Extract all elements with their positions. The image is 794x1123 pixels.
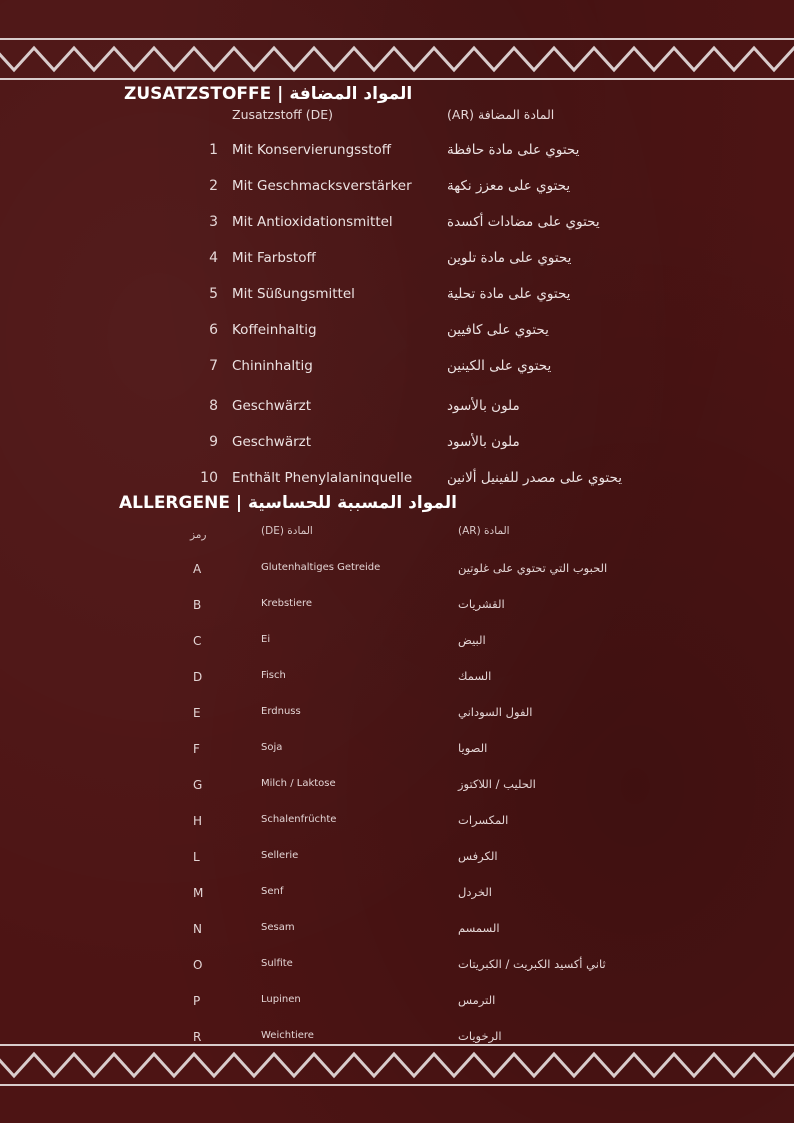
additive-name-de: Mit Antioxidationsmittel bbox=[232, 214, 393, 230]
additive-name-ar: يحتوي على مضادات أكسدة bbox=[447, 214, 600, 230]
allergen-name-ar: القشريات bbox=[458, 597, 505, 611]
bottom-zigzag-border bbox=[0, 1040, 794, 1090]
additive-name-de: Enthält Phenylalaninquelle bbox=[232, 470, 413, 486]
allergen-name-ar: البيض bbox=[458, 633, 486, 647]
allergen-name-de: Senf bbox=[261, 886, 284, 897]
additive-name-de: Mit Süßungsmittel bbox=[232, 286, 355, 302]
allergen-name-ar: الصويا bbox=[458, 741, 488, 755]
additive-name-de: Chininhaltig bbox=[232, 358, 313, 374]
allergen-code: O bbox=[193, 958, 203, 972]
additive-name-de: Mit Farbstoff bbox=[232, 250, 316, 266]
allergen-name-de: Glutenhaltiges Getreide bbox=[261, 562, 381, 573]
additive-name-ar: يحتوي على معزز نكهة bbox=[447, 178, 571, 194]
allergen-code: D bbox=[193, 670, 203, 684]
allergen-name-ar: الخردل bbox=[458, 885, 492, 899]
allergen-code: C bbox=[193, 634, 202, 648]
additive-name-ar: يحتوي على مصدر للفينيل ألانين bbox=[447, 470, 622, 486]
additive-name-ar: يحتوي على كافيين bbox=[447, 322, 549, 338]
additive-name-ar: يحتوي على مادة حافظة bbox=[447, 142, 580, 158]
additive-name-de: Geschwärzt bbox=[232, 398, 312, 414]
allergen-name-ar: الرخويات bbox=[458, 1029, 502, 1043]
additive-number: 5 bbox=[209, 286, 218, 302]
allergen-name-de: Sellerie bbox=[261, 850, 299, 861]
allergen-code: F bbox=[193, 742, 200, 756]
allergen-header-code: رمز bbox=[190, 529, 207, 541]
allergen-code: G bbox=[193, 778, 203, 792]
allergen-name-de: Lupinen bbox=[261, 994, 301, 1005]
allergen-name-de: Ei bbox=[261, 634, 271, 645]
additive-name-de: Geschwärzt bbox=[232, 434, 312, 450]
additive-number: 7 bbox=[209, 358, 218, 374]
allergen-name-ar: الحليب / اللاكتوز bbox=[458, 777, 536, 791]
top-zigzag-border bbox=[0, 34, 794, 84]
allergen-code: P bbox=[193, 994, 201, 1008]
allergen-name-ar: السمسم bbox=[458, 921, 500, 935]
additive-header-ar: المادة المضافة (AR) bbox=[447, 107, 555, 122]
allergen-name-de: Milch / Laktose bbox=[261, 778, 336, 789]
additive-number: 4 bbox=[209, 250, 218, 266]
additive-name-de: Mit Geschmacksverstärker bbox=[232, 178, 412, 194]
allergens-title: ALLERGENE | المواد المسببة للحساسية bbox=[119, 493, 457, 513]
additive-name-ar: يحتوي على مادة تحلية bbox=[447, 286, 571, 302]
allergen-name-de: Soja bbox=[261, 742, 283, 753]
additive-name-ar: يحتوي على مادة تلوين bbox=[447, 250, 572, 266]
allergen-name-de: Schalenfrüchte bbox=[261, 814, 337, 825]
allergen-code: L bbox=[193, 850, 200, 864]
additive-number: 10 bbox=[200, 470, 218, 486]
allergen-name-de: Fisch bbox=[261, 670, 286, 681]
additive-name-ar: يحتوي على الكينين bbox=[447, 358, 552, 374]
allergen-name-ar: الفول السوداني bbox=[458, 705, 533, 719]
additive-name-ar: ملون بالأسود bbox=[447, 434, 520, 450]
additive-number: 9 bbox=[209, 434, 218, 450]
allergen-name-ar: الكرفس bbox=[458, 849, 498, 863]
additive-number: 2 bbox=[209, 178, 218, 194]
allergen-header-ar: المادة (AR) bbox=[458, 525, 510, 537]
allergen-header-de: المادة (DE) bbox=[261, 525, 313, 537]
additive-name-ar: ملون بالأسود bbox=[447, 398, 520, 414]
allergen-name-de: Erdnuss bbox=[261, 706, 301, 717]
allergen-name-de: Weichtiere bbox=[261, 1030, 314, 1041]
allergen-code: N bbox=[193, 922, 202, 936]
allergen-name-ar: ثاني أكسيد الكبريت / الكبريتات bbox=[458, 957, 606, 971]
allergen-name-de: Sulfite bbox=[261, 958, 293, 969]
allergen-name-de: Sesam bbox=[261, 922, 295, 933]
allergen-name-ar: المكسرات bbox=[458, 813, 509, 827]
allergen-code: B bbox=[193, 598, 202, 612]
additive-number: 8 bbox=[209, 398, 218, 414]
additive-number: 1 bbox=[209, 142, 218, 158]
allergen-code: R bbox=[193, 1030, 202, 1044]
allergen-name-ar: الحبوب التي تحتوي على غلوتين bbox=[458, 561, 608, 575]
additive-header-de: Zusatzstoff (DE) bbox=[232, 107, 334, 122]
allergen-code: H bbox=[193, 814, 203, 828]
additive-number: 6 bbox=[209, 322, 218, 338]
allergen-name-ar: الترمس bbox=[458, 993, 496, 1007]
allergen-name-de: Krebstiere bbox=[261, 598, 313, 609]
additives-title: ZUSATZSTOFFE | المواد المضافة bbox=[124, 84, 413, 104]
allergen-code: E bbox=[193, 706, 201, 720]
allergen-name-ar: السمك bbox=[458, 669, 492, 683]
additive-name-de: Mit Konservierungsstoff bbox=[232, 142, 392, 158]
additive-number: 3 bbox=[209, 214, 218, 230]
additive-name-de: Koffeinhaltig bbox=[232, 322, 317, 338]
allergen-code: A bbox=[193, 562, 202, 576]
allergen-code: M bbox=[193, 886, 204, 900]
